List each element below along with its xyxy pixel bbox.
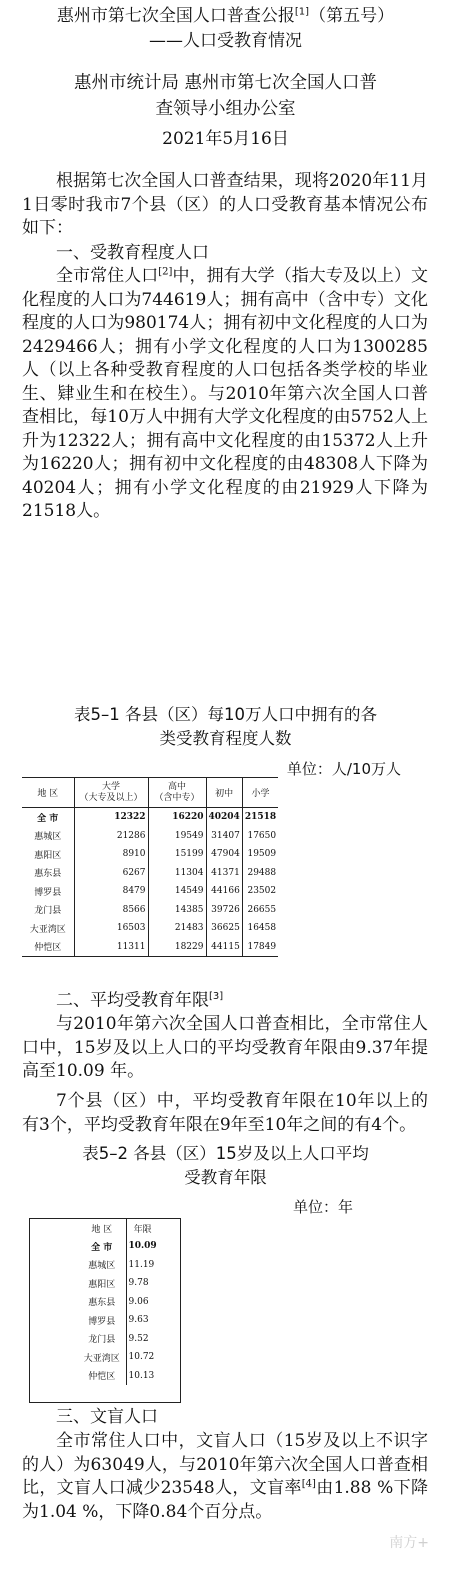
table2-cell-region: 惠东县 (88, 1298, 116, 1309)
table2-cell-value: 9.78 (126, 1274, 159, 1293)
table1-cell-value: 29488 (242, 864, 278, 883)
table2-cell-region: 惠阳区 (88, 1279, 116, 1290)
section3-heading: 三、文盲人口 (56, 1407, 158, 1427)
table2-cell-value: 10.13 (126, 1367, 159, 1386)
table1-cell-value: 16458 (242, 919, 278, 938)
table1-cell-value: 8910 (74, 845, 148, 864)
section2-paragraph-1 (0, 1013, 451, 1084)
table2-cell-value: 9.63 (126, 1311, 159, 1330)
section1-paragraph (0, 265, 451, 524)
table2-cell-region: 大亚湾区 (83, 1353, 120, 1364)
section2-heading (0, 985, 451, 1013)
table2-row (78, 1311, 159, 1330)
table1-header-highschool (148, 778, 206, 808)
bulletin-date: 2021年5月16日 (162, 129, 289, 149)
table1-cell-value: 17650 (242, 827, 278, 846)
issuer-line-2: 查领导小组办公室 (155, 99, 296, 119)
table1-header-region (22, 778, 74, 808)
section2-paragraph-2 (0, 1090, 451, 1137)
table1-cell-region: 惠东县 (34, 869, 62, 880)
table1-caption-2: 类受教育程度人数 (159, 729, 292, 748)
table2-unit: 单位：年 (292, 1198, 353, 1216)
intro-text: 根据第七次全国人口普查结果，现将2020年11月1日零时我市7个县（区）的人口受教育基本情况公布如下： (22, 171, 428, 238)
header-text: 高中 (167, 781, 186, 792)
table1-cell-value: 14549 (148, 882, 206, 901)
table1-cell-region: 仲恺区 (34, 943, 62, 953)
header-text: 地 区 (37, 789, 59, 799)
table1-row (22, 882, 278, 901)
table1-cell-region: 惠城区 (34, 832, 62, 843)
table1-cell-value: 12322 (74, 808, 148, 827)
header-text: 地 区 (91, 1224, 113, 1235)
table1-row (22, 919, 278, 938)
table1-caption-1: 表5–1 各县（区）每10万人口中拥有的各 (74, 705, 377, 724)
table2-row (78, 1256, 159, 1275)
table1-cell-value: 15199 (148, 845, 206, 864)
table2-header-years (126, 1219, 159, 1237)
table1 (22, 777, 278, 957)
table1-cell-value: 21286 (74, 827, 148, 846)
section1-text-b: 中，拥有大学（指大专及以上）文化程度的人口为744619人；拥有高中（含中专）文化程度的人口为980174人；拥有初中文化程度的人口为2429466人；拥有小学文化程度的人口为1300285人（以上各种受教育程度的人口包括各类学校的毕业生、肄业生和在校生）。与2010年第六次全国人口普查相比，每10万人中拥有大学文化程度的由5752人上升为12322人；拥有高中文化程度的由15372人上升为16220人；拥有初中文化程度的由48308人下降为40204人；拥有小学文化程度的由21929人下降为21518人。 (22, 266, 429, 521)
table1-row (22, 901, 278, 920)
title-text: 惠州市第七次全国人口普查公报 (56, 6, 295, 26)
section1-note: [2] (158, 266, 173, 278)
table2-cell-value: 9.52 (126, 1330, 159, 1349)
table2-cell-region: 惠城区 (88, 1261, 116, 1272)
table1-row (22, 845, 278, 864)
table1-cell-value: 21518 (242, 808, 278, 827)
table1-cell-value: 41371 (206, 864, 242, 883)
table2-cell-region: 龙门县 (88, 1335, 116, 1346)
watermark-logo: 南方+ (389, 1535, 429, 1551)
table2-cell-region: 全 市 (91, 1242, 113, 1253)
table2-cell-value: 11.19 (126, 1256, 159, 1275)
table1-cell-value: 36625 (206, 919, 242, 938)
table1-cell-value: 23502 (242, 882, 278, 901)
table1-header-college (74, 778, 148, 808)
header-subtext: （含中专） (154, 792, 200, 803)
table1-cell-value: 31407 (206, 827, 242, 846)
table1-cell-value: 17849 (242, 938, 278, 957)
table2-row (78, 1348, 159, 1367)
table1-cell-value: 8566 (74, 901, 148, 920)
section3-text (22, 1430, 428, 1524)
table2 (78, 1219, 159, 1385)
table1-grid (22, 777, 278, 957)
table1-unit: 单位：人/10万人 (286, 760, 401, 778)
table1-cell-value: 11304 (148, 864, 206, 883)
section2-note: [3] (209, 991, 224, 1002)
table1-cell-value: 8479 (74, 882, 148, 901)
table1-cell-value: 6267 (74, 864, 148, 883)
table2-row (78, 1274, 159, 1293)
intro-paragraph (0, 170, 451, 241)
table1-cell-value: 26655 (242, 901, 278, 920)
table1-cell-value: 40204 (206, 808, 242, 827)
table1-row (22, 808, 278, 827)
section3-text-b: 由1.88 %下降为1.04 %，下降0.84个百分点。 (22, 1478, 428, 1522)
table1-row (22, 938, 278, 957)
table2-row (78, 1367, 159, 1386)
table2-cell-value: 9.06 (126, 1293, 159, 1312)
header-subtext: （大专及以上） (79, 792, 143, 803)
table1-header-junior (206, 778, 242, 808)
section2-text-2: 7个县（区）中，平均受教育年限在10年以上的有3个，平均受教育年限在9年至10年之间的有4个。 (22, 1091, 428, 1135)
table2-header-region (78, 1219, 126, 1237)
table2-caption-2: 受教育年限 (184, 1168, 267, 1187)
table2-frame (29, 1218, 181, 1403)
section3-text-a: 全市常住人口中，文盲人口（15岁及以上不识字的人）为63049人，与2010年第六次全国人口普查相比，文盲人口减少23548人，文盲率 (22, 1431, 428, 1498)
table2-cell-region: 博罗县 (88, 1316, 116, 1327)
table1-cell-value: 19509 (242, 845, 278, 864)
table1-cell-value: 19549 (148, 827, 206, 846)
issuer-line-1: 惠州市统计局 惠州市第七次全国人口普 (73, 73, 378, 93)
table2-row (78, 1237, 159, 1256)
table2-cell-value: 10.09 (126, 1237, 159, 1256)
table1-cell-value: 16220 (148, 808, 206, 827)
table1-cell-region: 惠阳区 (34, 850, 62, 861)
table1-cell-value: 44166 (206, 882, 242, 901)
table2-cell-region: 仲恺区 (88, 1372, 116, 1383)
bulletin-subtitle: ——人口受教育情况 (149, 31, 302, 51)
table2-row (78, 1293, 159, 1312)
table1-cell-value: 14385 (148, 901, 206, 920)
section1-text (22, 265, 428, 524)
table1-cell-value: 18229 (148, 938, 206, 957)
table1-cell-region: 博罗县 (34, 887, 62, 898)
section1-heading: 一、受教育程度人口 (56, 243, 209, 263)
table1-row (22, 827, 278, 846)
table1-cell-region: 大亚湾区 (29, 924, 66, 935)
title-number: （第五号） (309, 6, 395, 26)
table1-cell-region: 龙门县 (34, 906, 62, 917)
table2-cell-value: 10.72 (126, 1348, 159, 1367)
table1-cell-value: 11311 (74, 938, 148, 957)
table1-header-primary (242, 778, 278, 808)
table2-row (78, 1330, 159, 1349)
header-text: 年限 (133, 1224, 152, 1235)
section3-paragraph (0, 1430, 451, 1524)
bulletin-title (0, 4, 451, 28)
title-note: [1] (294, 6, 310, 18)
header-text: 小学 (251, 789, 270, 799)
table1-row (22, 864, 278, 883)
table1-cell-value: 44115 (206, 938, 242, 957)
table1-cell-value: 47904 (206, 845, 242, 864)
header-text: 大学 (101, 781, 120, 792)
section2-heading-text: 二、平均受教育年限 (56, 990, 209, 1011)
table1-cell-value: 16503 (74, 919, 148, 938)
table1-cell-value: 39726 (206, 901, 242, 920)
section2-text-1: 与2010年第六次全国人口普查相比，全市常住人口中，15岁及以上人口的平均受教育年限由9.37年提高至10.09 年。 (22, 1014, 428, 1081)
table1-cell-region: 全 市 (37, 813, 59, 824)
section1-text-a: 全市常住人口 (56, 266, 159, 286)
section3-note: [4] (301, 1478, 316, 1490)
table2-caption-1: 表5–2 各县（区）15岁及以上人口平均 (82, 1144, 369, 1163)
header-text: 初中 (215, 789, 234, 799)
table1-cell-value: 21483 (148, 919, 206, 938)
